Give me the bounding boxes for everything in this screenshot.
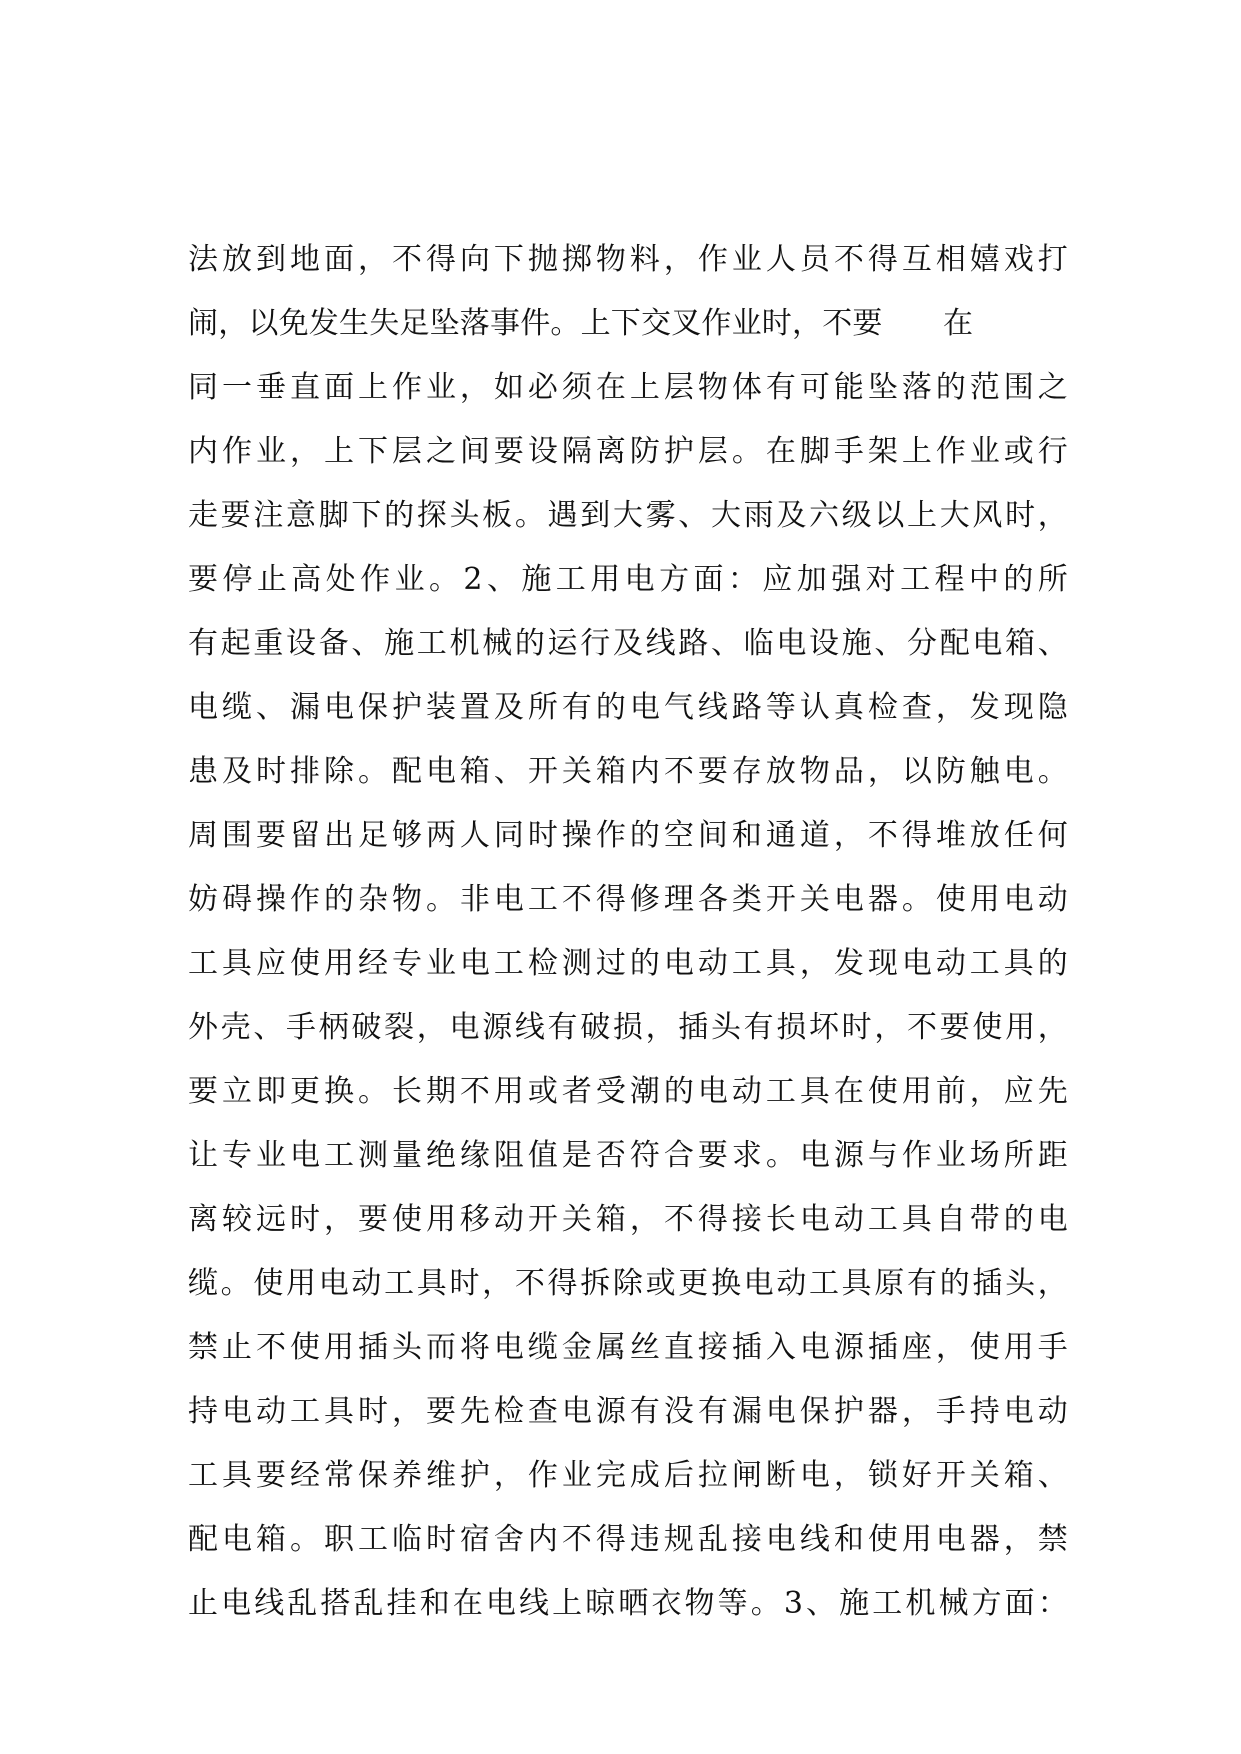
text-line: 工具要经常保养维护，作业完成后拉闸断电，锁好开关箱、 xyxy=(188,1458,1068,1493)
text-line: 走要注意脚下的探头板。遇到大雾、大雨及六级以上大风时， xyxy=(188,498,1068,533)
text-line: 持电动工具时，要先检查电源有没有漏电保护器，手持电动 xyxy=(188,1394,1068,1429)
text-line: 周围要留出足够两人同时操作的空间和通道，不得堆放任何 xyxy=(188,818,1068,853)
text-line: 同一垂直面上作业，如必须在上层物体有可能坠落的范围之 xyxy=(188,370,1068,405)
text-line: 禁止不使用插头而将电缆金属丝直接插入电源插座，使用手 xyxy=(188,1330,1068,1365)
text-line: 内作业，上下层之间要设隔离防护层。在脚手架上作业或行 xyxy=(188,434,1068,469)
text-line: 闹，以免发生失足坠落事件。上下交叉作业时，不要 在 xyxy=(188,306,974,341)
text-line: 缆。使用电动工具时，不得拆除或更换电动工具原有的插头， xyxy=(188,1266,1068,1301)
text-line: 电缆、漏电保护装置及所有的电气线路等认真检查，发现隐 xyxy=(188,690,1068,725)
text-line: 配电箱。职工临时宿舍内不得违规乱接电线和使用电器，禁 xyxy=(188,1522,1068,1557)
text-line: 止电线乱搭乱挂和在电线上晾晒衣物等。3、施工机械方面： xyxy=(188,1586,1068,1621)
text-line: 离较远时，要使用移动开关箱，不得接长电动工具自带的电 xyxy=(188,1202,1068,1237)
text-line: 法放到地面，不得向下抛掷物料，作业人员不得互相嬉戏打 xyxy=(188,242,1068,277)
text-line: 要立即更换。长期不用或者受潮的电动工具在使用前，应先 xyxy=(188,1074,1068,1109)
text-line: 妨碍操作的杂物。非电工不得修理各类开关电器。使用电动 xyxy=(188,882,1068,917)
text-line: 工具应使用经专业电工检测过的电动工具，发现电动工具的 xyxy=(188,946,1068,981)
text-line: 要停止高处作业。2、施工用电方面：应加强对工程中的所 xyxy=(188,562,1068,597)
text-line: 有起重设备、施工机械的运行及线路、临电设施、分配电箱、 xyxy=(188,626,1068,661)
text-line: 患及时排除。配电箱、开关箱内不要存放物品，以防触电。 xyxy=(188,754,1068,789)
text-line: 外壳、手柄破裂，电源线有破损，插头有损坏时，不要使用， xyxy=(188,1010,1068,1045)
body-text xyxy=(188,228,1068,1636)
text-line: 让专业电工测量绝缘阻值是否符合要求。电源与作业场所距 xyxy=(188,1138,1068,1173)
